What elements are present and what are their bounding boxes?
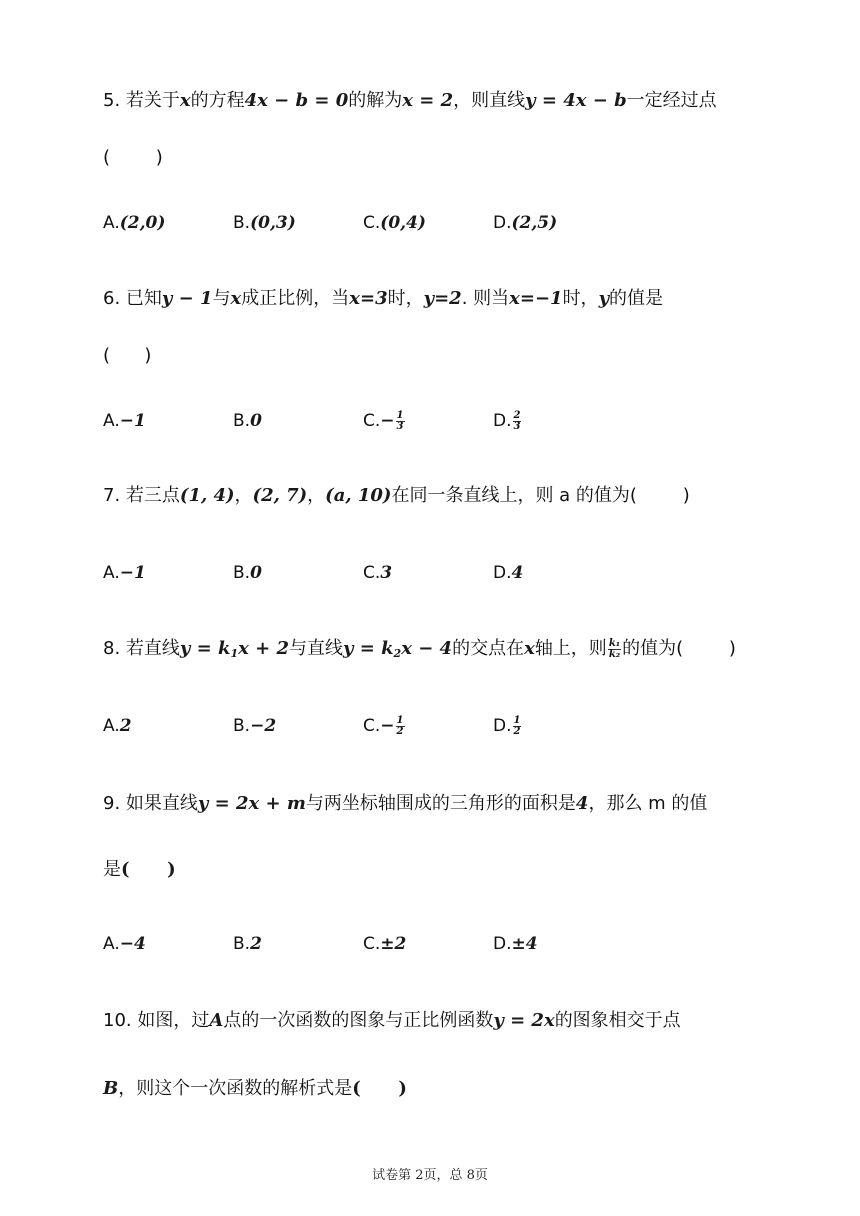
q7-option-a[interactable]: A.−1 [103,563,146,583]
q7-option-b[interactable]: B.0 [233,563,262,583]
q7-stem: 7. 若三点(1, 4)，(2, 7)，(a, 10)在同一条直线上，则 a 的值为( ) [103,485,690,506]
q6-option-d-fraction: $\frac{2}{3}$ [513,409,521,432]
q9-option-d[interactable]: D.±4 [493,934,538,954]
q6-option-a[interactable]: A.−1 [103,411,146,431]
q10-stem-cont: B，则这个一次函数的解析式是( ) [103,1078,407,1099]
q9-stem: 9. 如果直线y = 2x + m与两坐标轴围成的三角形的面积是4，那么 m 的值 [103,793,708,814]
q9-option-a[interactable]: A.−4 [103,934,146,954]
q5-stem: 5. 若关于x的方程4x − b = 0的解为x = 2，则直线y = 4x − b一定经过点 [103,90,717,111]
q5-option-b[interactable]: B.(0,3) [233,213,296,233]
q9-stem-cont: 是( ) [103,859,176,880]
page-footer: 试卷第 2页，总 8页 [372,1168,488,1183]
q5-option-c[interactable]: C.(0,4) [363,213,426,233]
q10-number: 10. [103,1010,132,1031]
q8-number: 8. [103,638,121,659]
q8-fraction: $\frac{\text{k₁}}{\text{k₂}}$ [608,637,621,660]
q6-answer-paren: ( ) [103,345,152,366]
q5-option-a[interactable]: A.(2,0) [103,213,166,233]
q9-number: 9. [103,793,121,814]
q8-option-d-fraction: $\frac{1}{2}$ [513,714,521,737]
q6-stem: 6. 已知y − 1与x成正比例，当x=3时，y=2. 则当x=−1时，y的值是 [103,288,664,309]
q7-option-d[interactable]: D.4 [493,563,524,583]
q5-number: 5. [103,90,121,111]
q8-stem: 8. 若直线$y = k_1x + 2$与直线$y = k_2x - 4$的交点在x轴上，则 $\frac{\text{k₁}}{\text{k₂}}$ 的值为( ) [103,637,736,660]
q6-number: 6. [103,288,121,309]
q8-option-d[interactable]: D. $\frac{1}{2}$ [493,714,521,737]
q6-option-c[interactable]: C.− $\frac{1}{3}$ [363,409,404,432]
q8-option-a[interactable]: A.2 [103,716,132,736]
q6-option-b[interactable]: B.0 [233,411,262,431]
q5-line-equation: y = 4x − b [525,90,627,111]
q6-option-c-fraction: $\frac{1}{3}$ [396,409,404,432]
q7-number: 7. [103,485,121,506]
q5-answer-paren: ( ) [103,147,163,168]
q5-option-d[interactable]: D.(2,5) [493,213,558,233]
q10-stem: 10. 如图，过A点的一次函数的图象与正比例函数y = 2x的图象相交于点 [103,1010,681,1031]
q5-equation: 4x − b = 0 [244,90,349,111]
q9-option-b[interactable]: B.2 [233,934,262,954]
q8-option-c[interactable]: C.− $\frac{1}{2}$ [363,714,404,737]
q7-option-c[interactable]: C.3 [363,563,393,583]
q8-option-b[interactable]: B.−2 [233,716,277,736]
q6-option-d[interactable]: D. $\frac{2}{3}$ [493,409,521,432]
q9-option-c[interactable]: C.±2 [363,934,407,954]
q8-option-c-fraction: $\frac{1}{2}$ [396,714,404,737]
